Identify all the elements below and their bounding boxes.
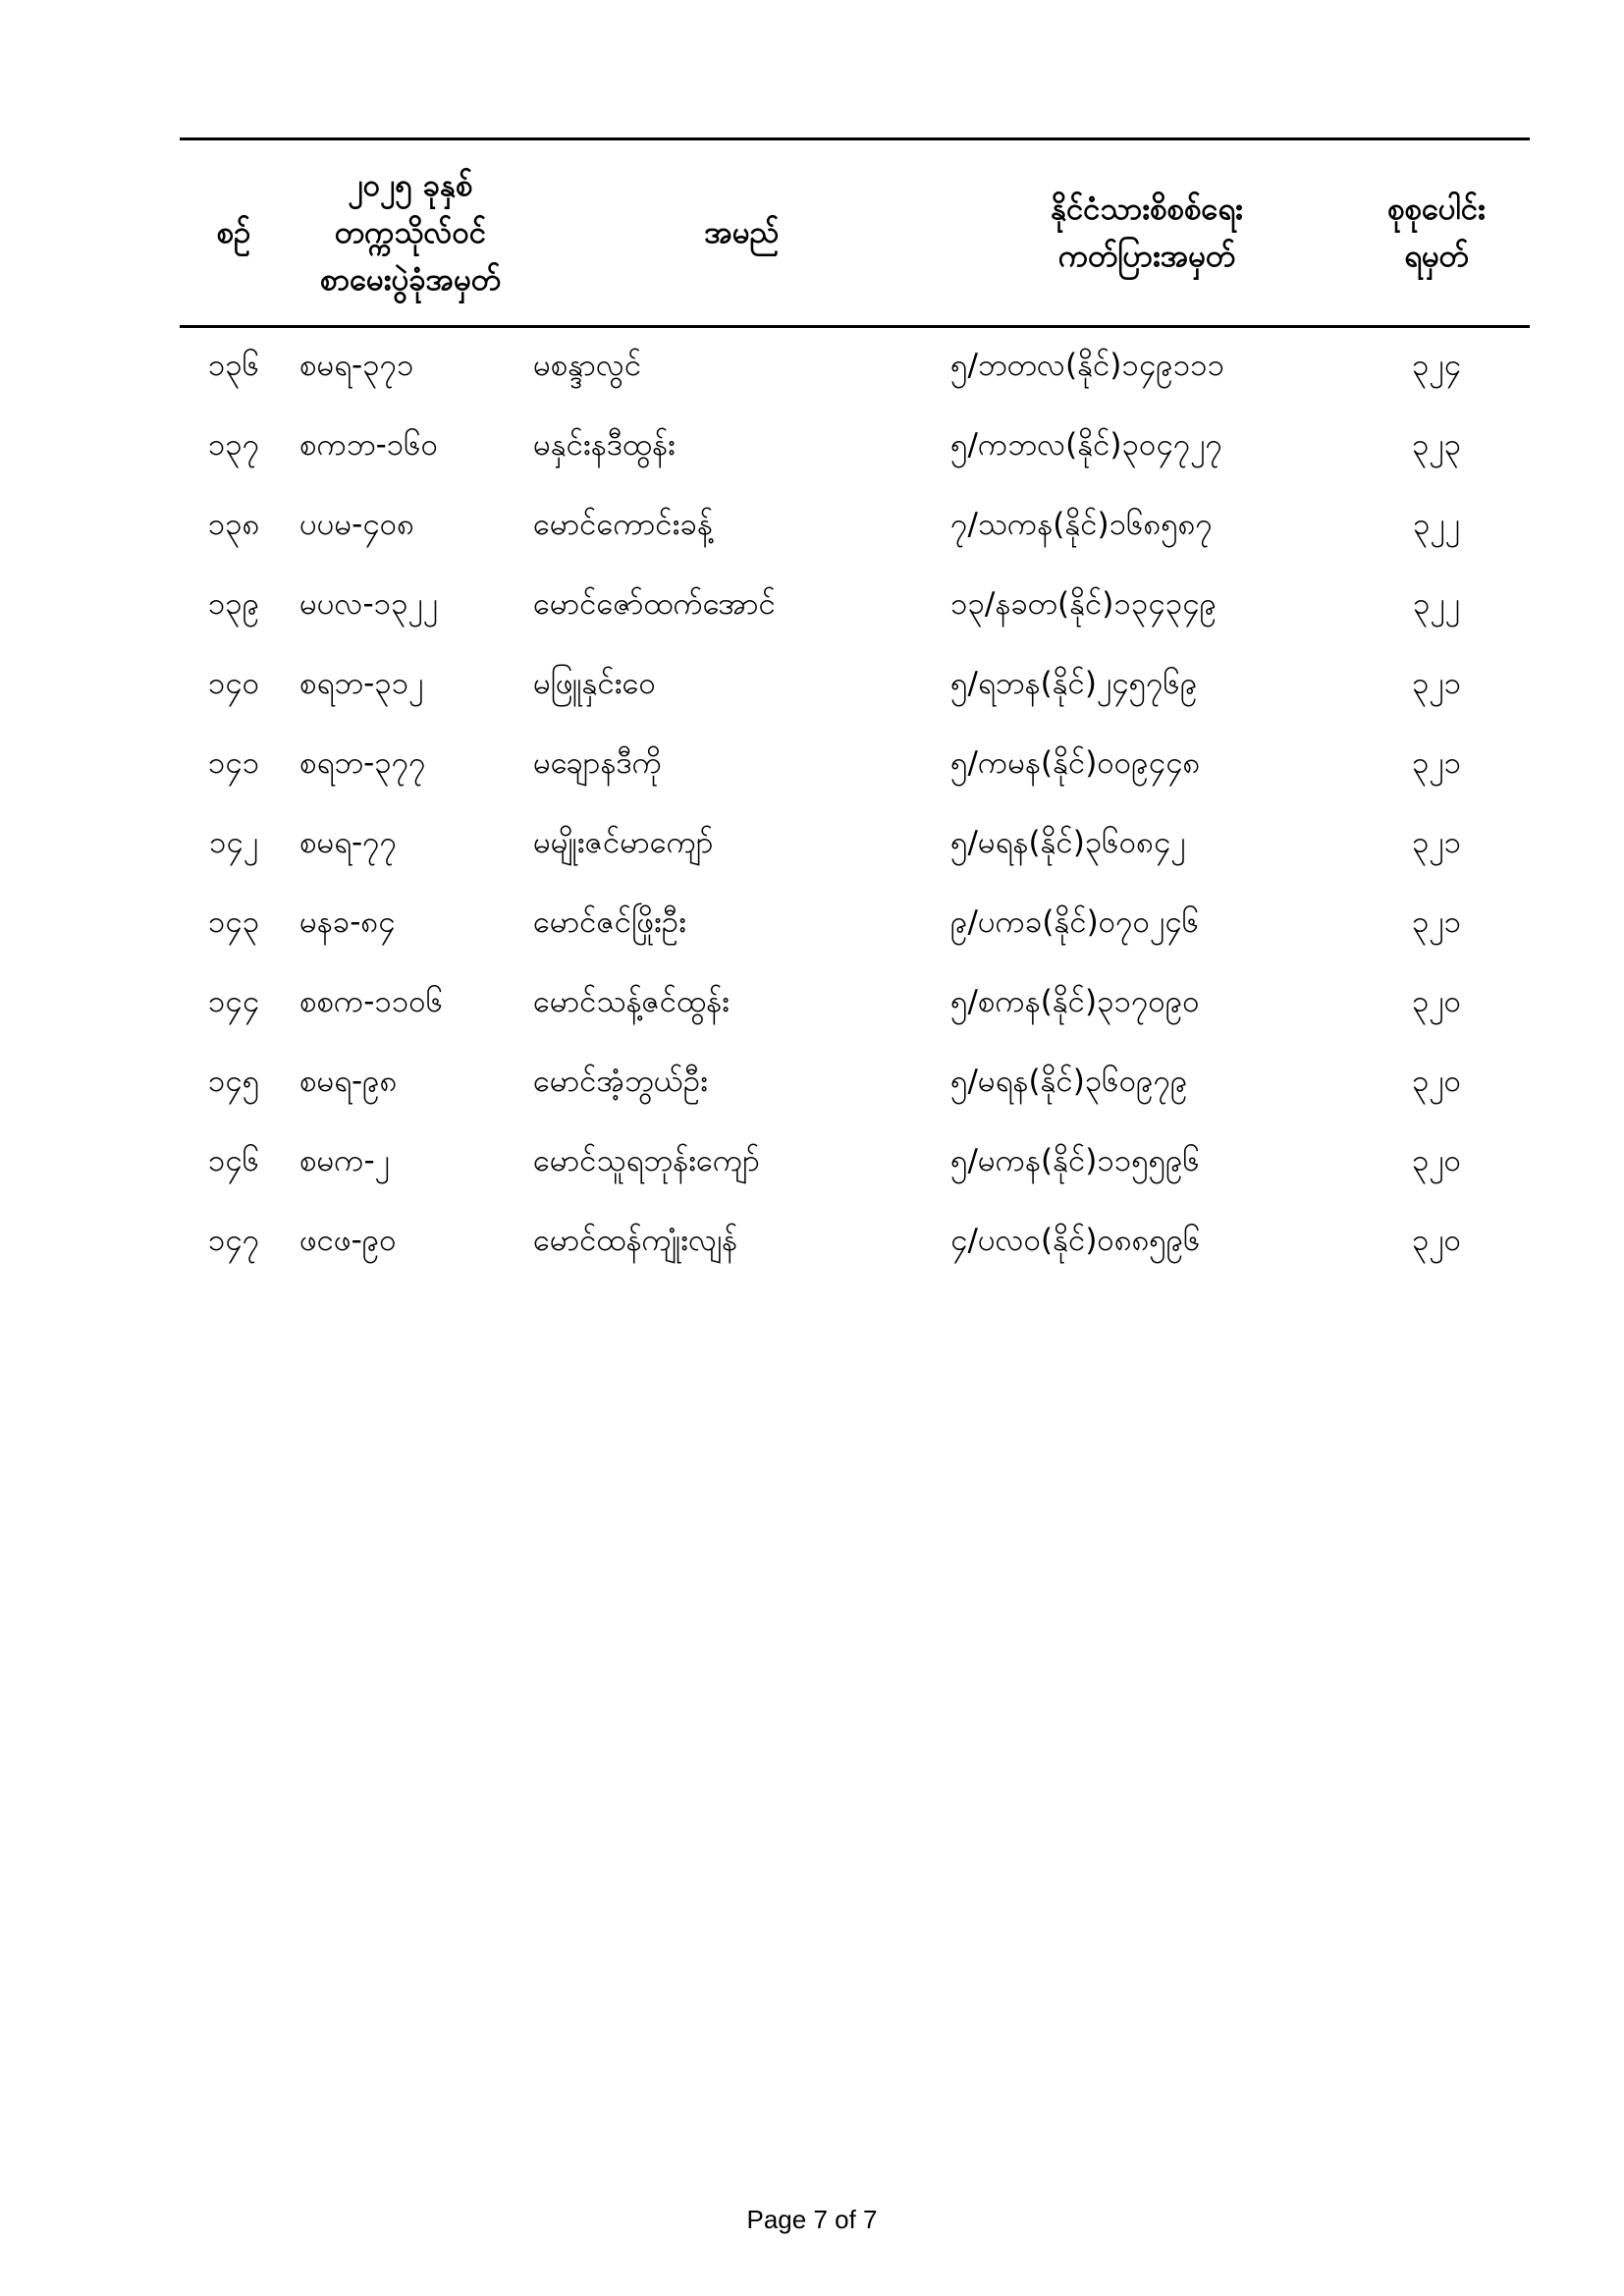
cell-total-marks: ၃၂၄ bbox=[1411, 347, 1462, 383]
table-row bbox=[180, 327, 1530, 409]
cell-total-marks: ၃၂၃ bbox=[1411, 426, 1462, 463]
results-table bbox=[180, 137, 1530, 1283]
cell-serial-no: ၁၄၂ bbox=[208, 824, 259, 860]
table-row bbox=[180, 408, 1530, 487]
results-table-container bbox=[180, 137, 1530, 1283]
header-total-marks bbox=[1343, 139, 1530, 327]
table-row bbox=[180, 726, 1530, 805]
cell-name: မောင်သန့်ဇင်ထွန်း bbox=[533, 983, 731, 1019]
cell-roll-number: မပလ-၁၃၂၂ bbox=[299, 585, 438, 622]
cell-nrc: ၅/မရန(နိုင်)၃၆၀၉၇၉ bbox=[950, 1063, 1188, 1099]
cell-total-marks: ၃၂၁ bbox=[1411, 665, 1462, 701]
cell-roll-number: ပပမ-၄၀၈ bbox=[299, 506, 414, 542]
cell-roll-number: စရဘ-၃၇၇ bbox=[299, 744, 426, 781]
cell-nrc: ၇/သကန(နိုင်)၁၆၈၅၈၇ bbox=[950, 506, 1213, 542]
table-row bbox=[180, 885, 1530, 964]
cell-total-marks: ၃၂၁ bbox=[1411, 903, 1462, 940]
header-row bbox=[180, 139, 1530, 327]
cell-total-marks: ၃၂၀ bbox=[1411, 1222, 1462, 1258]
cell-total-marks: ၃၂၀ bbox=[1411, 1063, 1462, 1099]
cell-nrc: ၅/ဘတလ(နိုင်)၁၄၉၁၁၁ bbox=[950, 347, 1224, 383]
cell-total-marks: ၃၂၁ bbox=[1411, 824, 1462, 860]
cell-total-marks: ၃၂၂ bbox=[1413, 585, 1460, 622]
header-name: အမည် bbox=[533, 139, 950, 327]
table-row bbox=[180, 1044, 1530, 1123]
cell-roll-number: စကဘ-၁၆၀ bbox=[299, 426, 439, 463]
page-footer: Page 7 of 7 bbox=[746, 2205, 878, 2234]
table-row bbox=[180, 805, 1530, 885]
cell-name: မောင်အံ့ဘွယ်ဦး bbox=[533, 1063, 708, 1099]
cell-nrc: ၁၃/နခတ(နိုင်)၁၃၄၃၄၉ bbox=[950, 585, 1218, 622]
cell-nrc: ၅/စကန(နိုင်)၃၁၇၀၉၀ bbox=[950, 983, 1200, 1019]
cell-serial-no: ၁၃၇ bbox=[207, 426, 260, 463]
cell-nrc: ၅/မကန(နိုင်)၁၁၅၅၉၆ bbox=[950, 1142, 1200, 1178]
header-roll-number bbox=[288, 139, 533, 327]
cell-roll-number: စမရ-၃၇၁ bbox=[299, 347, 414, 383]
header-roll-line: တက္ကသိုလ်ဝင် bbox=[334, 214, 487, 250]
cell-roll-number: စစက-၁၁၀၆ bbox=[299, 983, 444, 1019]
cell-total-marks: ၃၂၀ bbox=[1411, 1142, 1462, 1178]
cell-total-marks: ၃၂၂ bbox=[1413, 506, 1460, 542]
cell-name: မောင်ကောင်းခန့် bbox=[533, 506, 713, 542]
table-row bbox=[180, 1203, 1530, 1283]
cell-nrc: ၅/ကမန(နိုင်)၀၀၉၄၄၈ bbox=[950, 744, 1201, 781]
cell-serial-no: ၁၄၆ bbox=[207, 1142, 260, 1178]
cell-total-marks: ၃၂၁ bbox=[1411, 744, 1462, 781]
table-body bbox=[180, 327, 1530, 1284]
header-serial-no: စဉ် bbox=[180, 139, 288, 327]
cell-serial-no: ၁၃၈ bbox=[207, 506, 260, 542]
table-row bbox=[180, 487, 1530, 567]
cell-name: မောင်ထန်ကျုံးလျန် bbox=[533, 1222, 738, 1258]
table-row bbox=[180, 646, 1530, 726]
cell-nrc: ၅/မရန(နိုင်)၃၆၀၈၄၂ bbox=[950, 824, 1186, 860]
table-row bbox=[180, 1123, 1530, 1203]
cell-name: မောင်ဇော်ထက်အောင် bbox=[533, 585, 776, 622]
cell-serial-no: ၁၄၃ bbox=[207, 903, 260, 940]
cell-serial-no: ၁၄၀ bbox=[207, 665, 260, 701]
cell-roll-number: မနခ-၈၄ bbox=[299, 903, 396, 940]
cell-name: မောင်ဇင်ဖြိုးဦး bbox=[533, 903, 686, 940]
header-total-line: စုစုပေါင်း bbox=[1387, 191, 1486, 227]
cell-serial-no: ၁၄၅ bbox=[207, 1063, 260, 1099]
cell-name: မမျိုးဇင်မာကျော် bbox=[533, 824, 714, 860]
header-roll-line: ၂၀၂၅ ခုနှစ် bbox=[348, 167, 473, 203]
cell-nrc: ၉/ပကခ(နိုင်)၀၇၀၂၄၆ bbox=[950, 903, 1200, 940]
cell-name: မစန္ဒာလွင် bbox=[533, 347, 642, 383]
table-row bbox=[180, 964, 1530, 1044]
header-nrc-line: နိုင်ငံသားစိစစ်ရေး bbox=[1051, 191, 1243, 227]
cell-serial-no: ၁၄၇ bbox=[207, 1222, 260, 1258]
cell-roll-number: စရဘ-၃၁၂ bbox=[299, 665, 424, 701]
header-nrc bbox=[950, 139, 1343, 327]
cell-serial-no: ၁၃၆ bbox=[207, 347, 260, 383]
table-header bbox=[180, 139, 1530, 327]
cell-name: မချောနဒီကို bbox=[533, 744, 662, 781]
cell-nrc: ၅/ရဘန(နိုင်)၂၄၅၇၆၉ bbox=[950, 665, 1198, 701]
cell-nrc: ၄/ပလဝ(နိုင်)၀၈၈၅၉၆ bbox=[950, 1222, 1201, 1258]
cell-name: မဖြူနှင်းဝေ bbox=[533, 665, 656, 701]
cell-nrc: ၅/ကဘလ(နိုင်)၃၀၄၇၂၇ bbox=[950, 426, 1222, 463]
cell-name: မနှင်းနဒီထွန်း bbox=[533, 426, 676, 463]
header-roll-line: စာမေးပွဲခုံအမှတ် bbox=[319, 262, 502, 299]
cell-name: မောင်သူရဘုန်းကျော် bbox=[533, 1142, 760, 1178]
cell-roll-number: စမရ-၇၇ bbox=[299, 824, 398, 860]
cell-roll-number: စမရ-၉၈ bbox=[299, 1063, 398, 1099]
cell-total-marks: ၃၂၀ bbox=[1411, 983, 1462, 1019]
header-total-line: ရမှတ် bbox=[1404, 239, 1469, 274]
cell-serial-no: ၁၃၉ bbox=[207, 585, 260, 622]
header-nrc-line: ကတ်ပြားအမှတ် bbox=[1057, 239, 1236, 274]
cell-roll-number: စမက-၂ bbox=[299, 1142, 390, 1178]
table-row bbox=[180, 567, 1530, 646]
cell-serial-no: ၁၄၄ bbox=[207, 983, 260, 1019]
cell-serial-no: ၁၄၁ bbox=[207, 744, 260, 781]
cell-roll-number: ဖငဖ-၉၀ bbox=[299, 1222, 397, 1258]
